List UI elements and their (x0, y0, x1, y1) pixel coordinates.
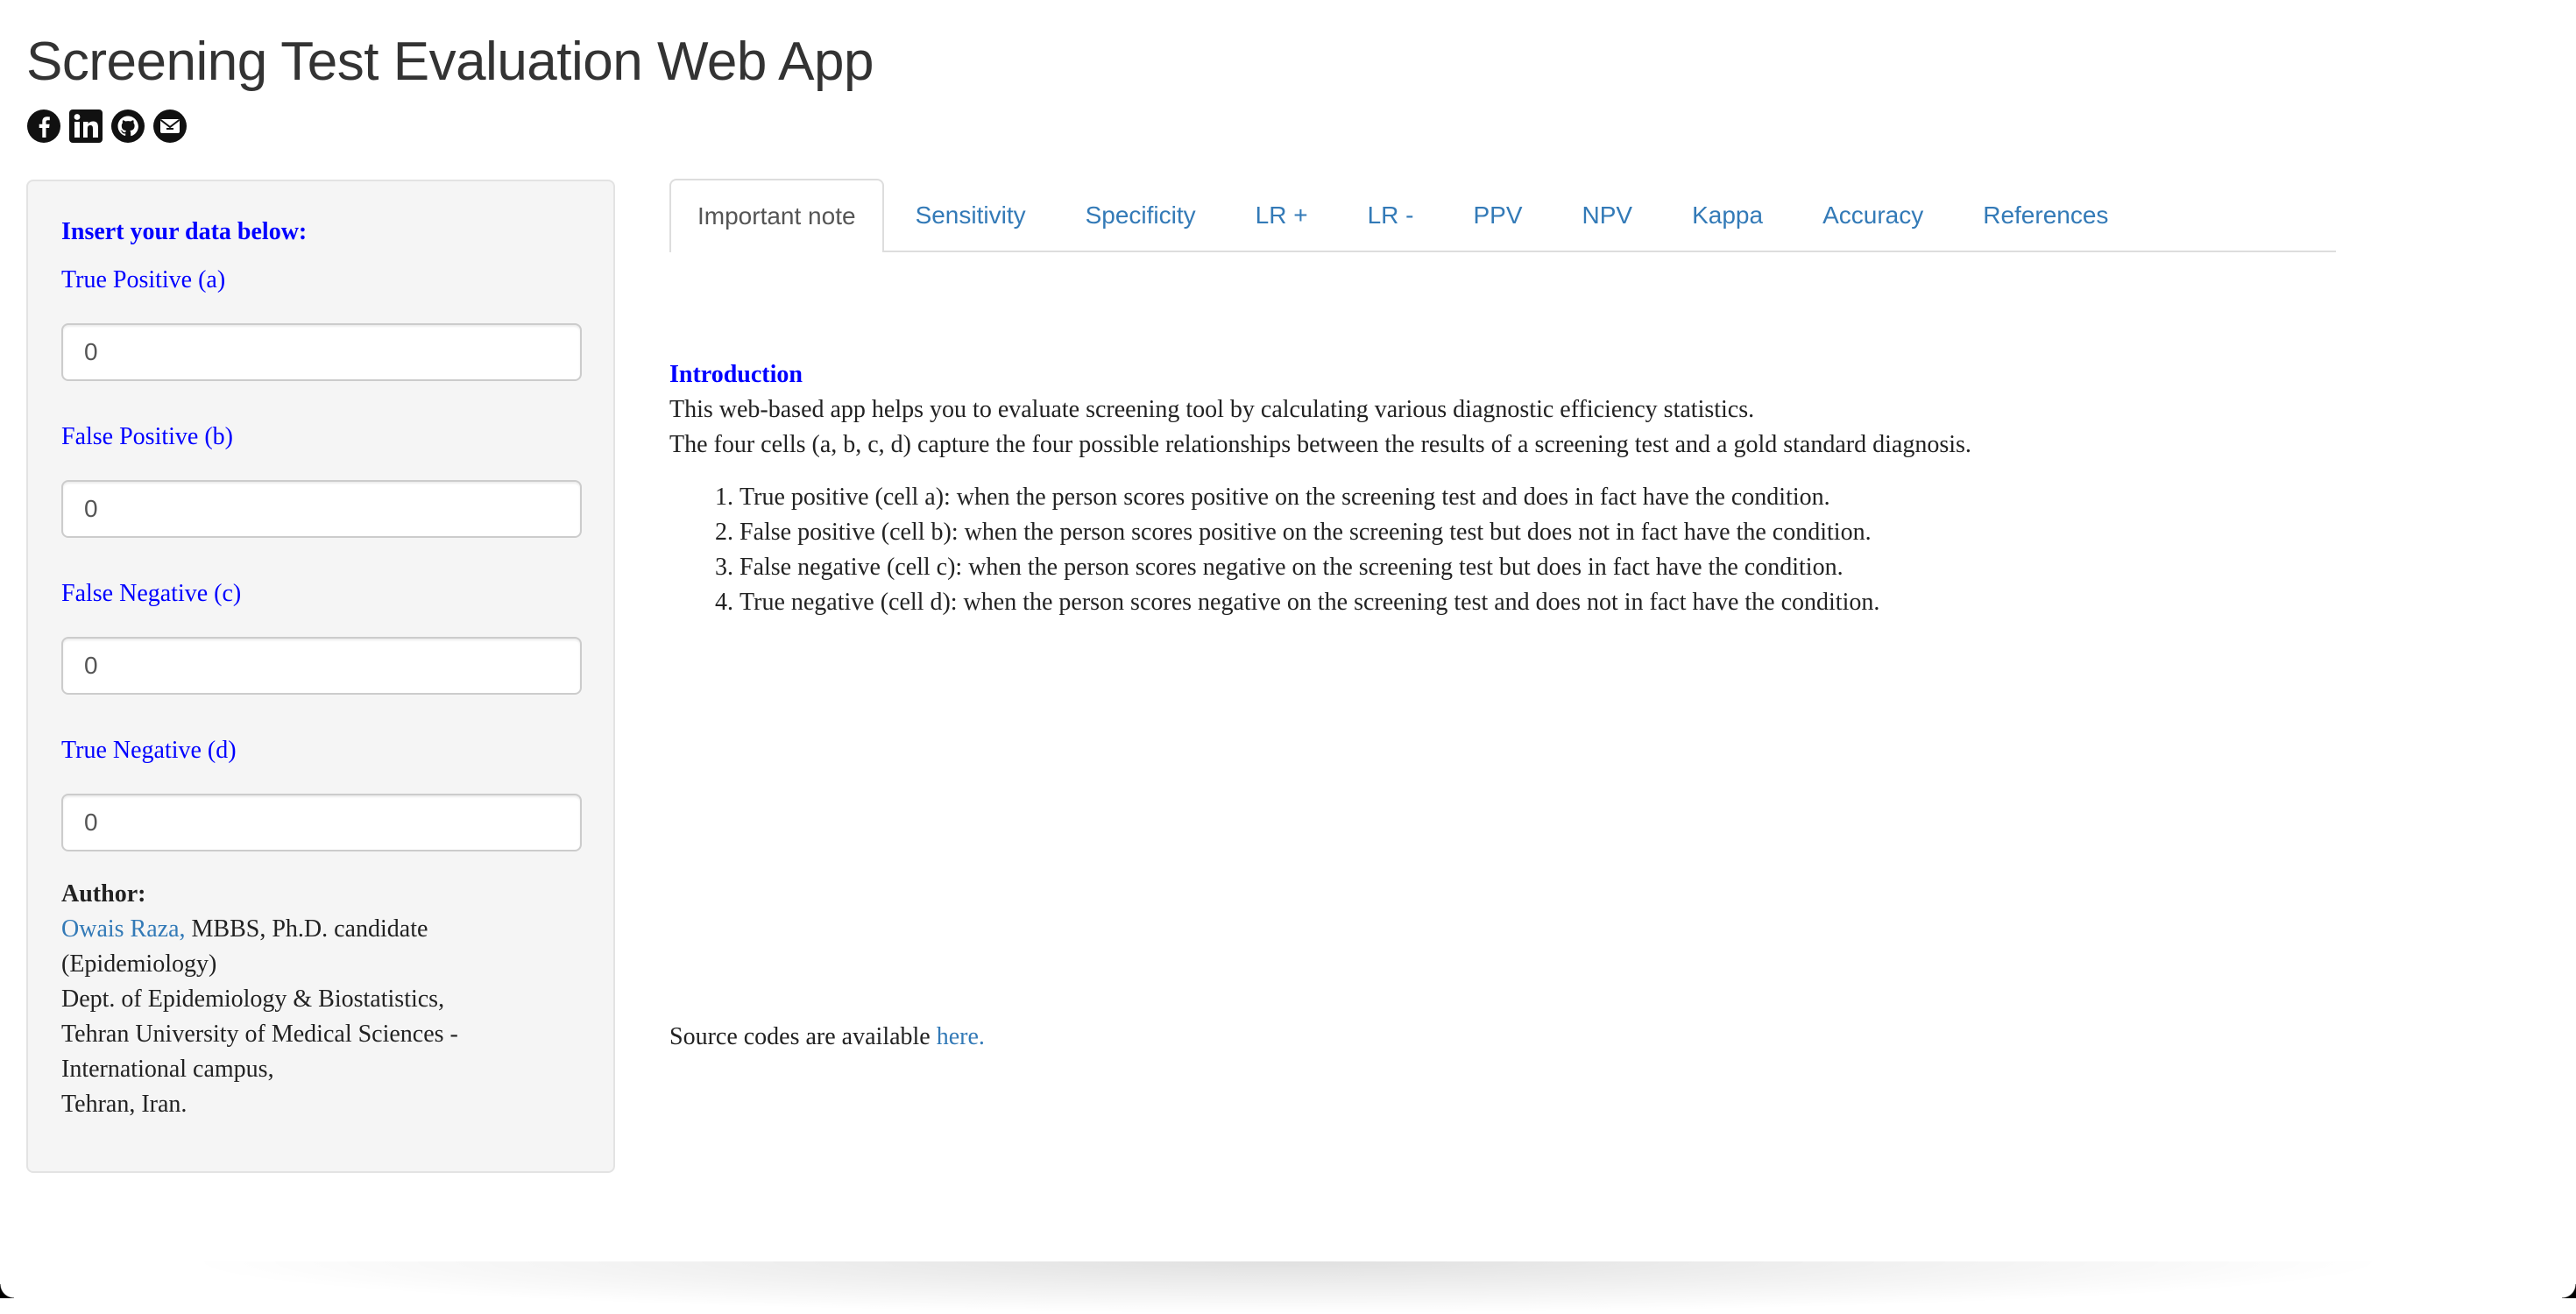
window-corner-right (2562, 1284, 2576, 1298)
list-item: 1. True positive (cell a): when the person scores positive on the screening test and does in fact have the condition. (740, 480, 2334, 515)
true-positive-input[interactable] (61, 323, 582, 381)
window-shadow (175, 1261, 2401, 1314)
true-negative-input[interactable] (61, 794, 582, 851)
list-item: 2. False positive (cell b): when the person scores positive on the screening test but does not in fact have the condition. (740, 515, 2334, 550)
false-positive-input[interactable] (61, 480, 582, 538)
tab-references[interactable]: References (1983, 201, 2109, 229)
author-credentials: MBBS, Ph.D. candidate (Epidemiology) (61, 915, 428, 978)
list-item: 4. True negative (cell d): when the person scores negative on the screening test and does not in fact have the condition. (740, 585, 2334, 620)
author-university: Tehran University of Medical Sciences - International campus, (61, 1021, 458, 1083)
source-code-line (669, 1023, 985, 1051)
author-line (61, 912, 587, 982)
false-negative-input[interactable] (61, 637, 582, 695)
email-icon[interactable] (152, 109, 188, 144)
tab-bar (669, 179, 2336, 252)
author-dept: Dept. of Epidemiology & Biostatistics, (61, 986, 445, 1013)
author-name-link[interactable]: Owais Raza, (61, 915, 186, 943)
tab-important-note[interactable]: Important note (669, 179, 884, 252)
author-info (61, 877, 587, 1122)
true-positive-label: True Positive (a) (61, 266, 226, 293)
intro-paragraph-1: This web-based app helps you to evaluate screening tool by calculating various diagnostic efficiency statistics. (669, 396, 1755, 423)
app-title: Screening Test Evaluation Web App (26, 32, 874, 92)
false-negative-label: False Negative (c) (61, 580, 242, 607)
author-city: Tehran, Iran. (61, 1091, 188, 1118)
cell-definitions-list (669, 480, 2334, 620)
tab-ppv[interactable]: PPV (1473, 201, 1523, 229)
tab-accuracy[interactable]: Accuracy (1822, 201, 1924, 229)
input-sidebar (26, 180, 615, 1173)
tab-sensitivity[interactable]: Sensitivity (915, 201, 1026, 229)
source-text: Source codes are available (669, 1023, 937, 1050)
tab-kappa[interactable]: Kappa (1692, 201, 1764, 229)
intro-heading: Introduction (669, 361, 803, 388)
author-heading: Author: (61, 880, 146, 908)
false-positive-label: False Positive (b) (61, 423, 233, 450)
source-code-link[interactable]: here. (936, 1023, 985, 1050)
linkedin-icon[interactable] (68, 109, 103, 144)
true-negative-label: True Negative (d) (61, 737, 237, 764)
window-corner-left (0, 1284, 14, 1298)
social-links (26, 109, 188, 144)
github-icon[interactable] (110, 109, 145, 144)
tab-lr-plus[interactable]: LR + (1255, 201, 1308, 229)
sidebar-heading: Insert your data below: (61, 218, 308, 245)
tab-content (669, 357, 2334, 620)
tab-specificity[interactable]: Specificity (1085, 201, 1196, 229)
intro-paragraph-2: The four cells (a, b, c, d) capture the four possible relationships between the results of a screening test and a gold standard diagnosis. (669, 431, 1971, 458)
tab-npv[interactable]: NPV (1582, 201, 1633, 229)
facebook-icon[interactable] (26, 109, 61, 144)
list-item: 3. False negative (cell c): when the person scores negative on the screening test but does in fact have the condition. (740, 550, 2334, 585)
tab-lr-minus[interactable]: LR - (1367, 201, 1414, 229)
